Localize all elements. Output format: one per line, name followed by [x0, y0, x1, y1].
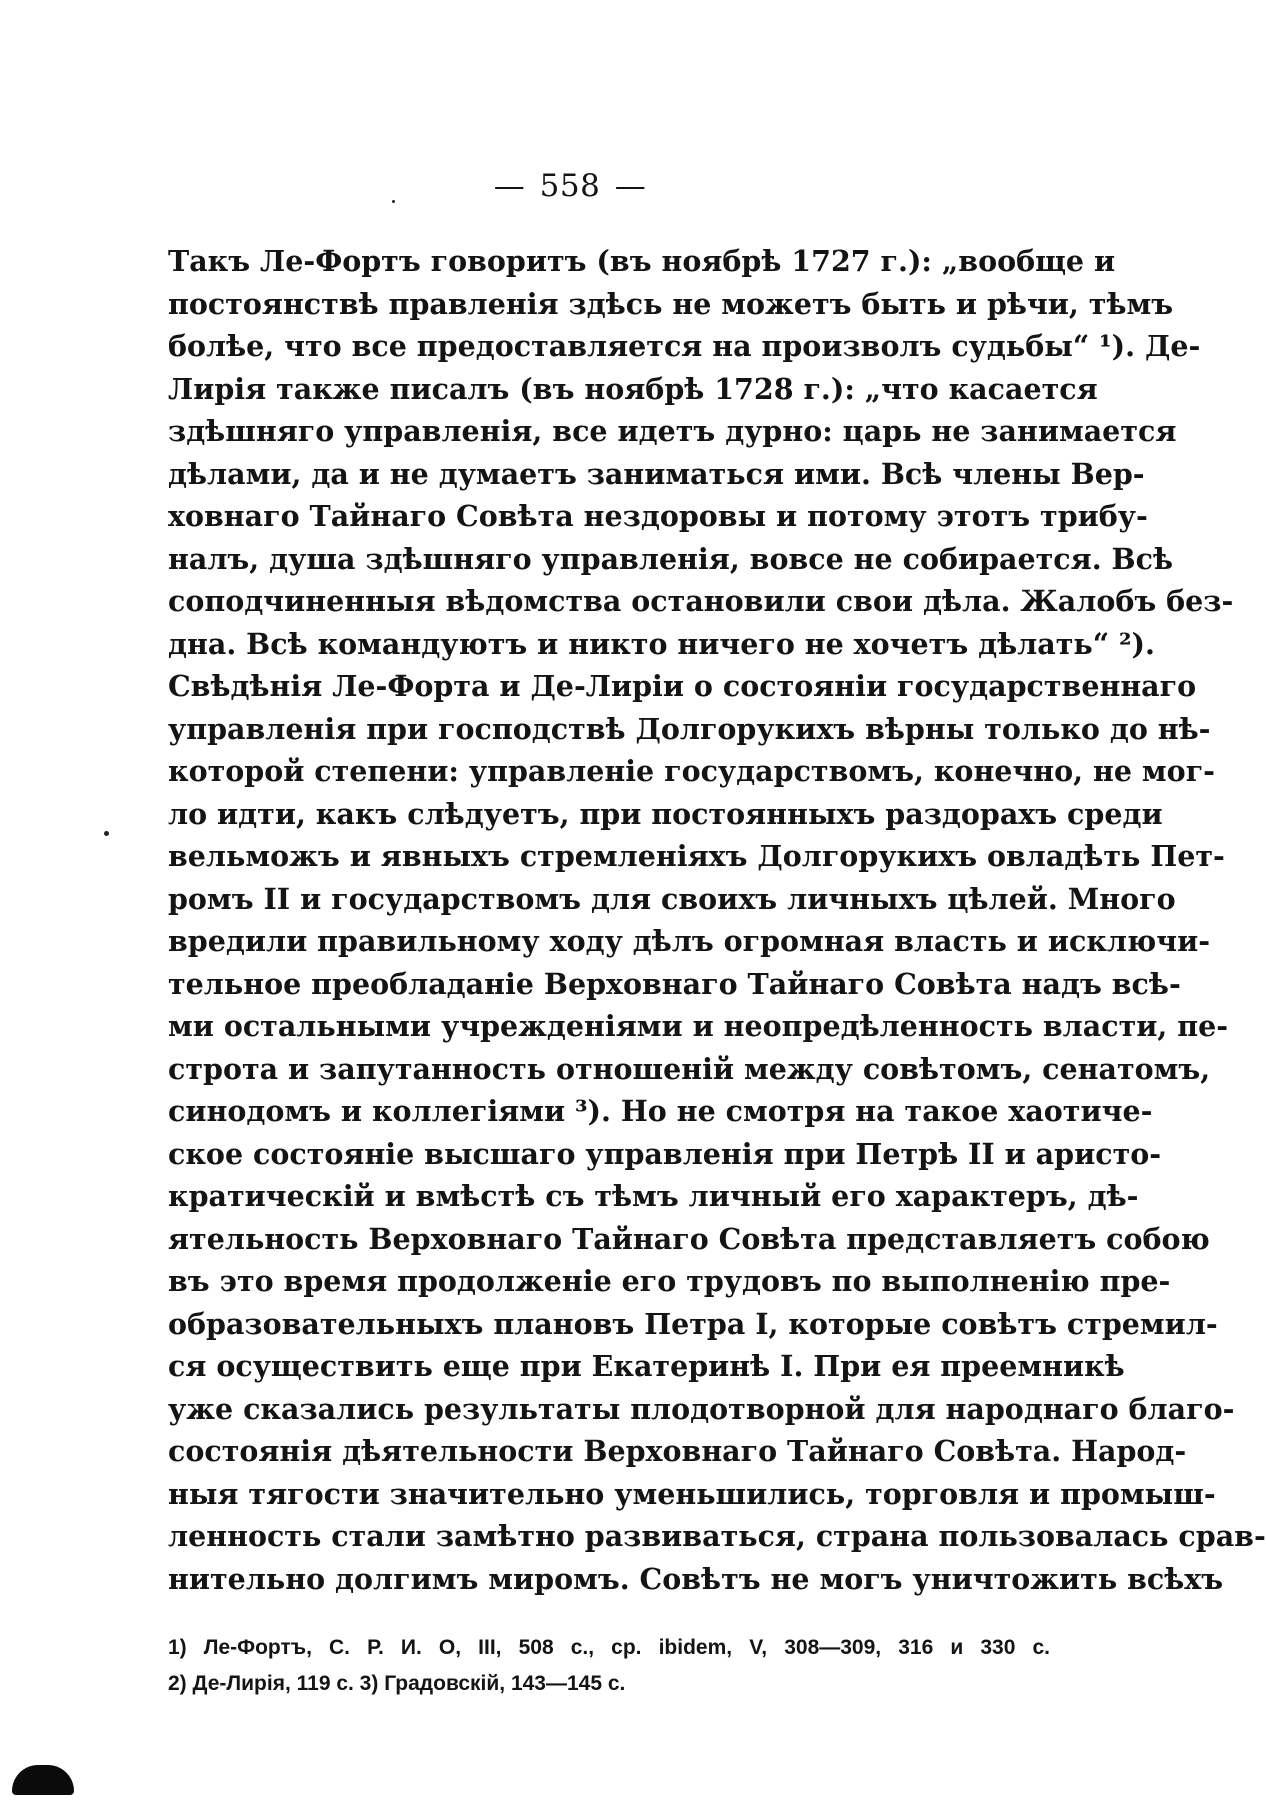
ink-speck — [392, 200, 395, 203]
text-line: Лирія также писалъ (въ ноябрѣ 1728 г.): „что касается — [168, 371, 1098, 406]
text-line: ховнаго Тайнаго Совѣта нездоровы и потому этотъ трибу- — [168, 499, 1148, 533]
text-line: Свѣдѣнія Ле-Форта и Де-Лиріи о состояніи государственнаго — [168, 669, 1197, 703]
text-line: ленность стали замѣтно развиваться, страна пользовалась срав- — [168, 1519, 1266, 1553]
text-line: ятельность Верховнаго Тайнаго Совѣта представляетъ собою — [168, 1221, 1210, 1256]
text-line: болѣе, что все предоставляется на произволъ судьбы“ ¹). Де- — [168, 329, 1201, 363]
text-line: ромъ II и государствомъ для своихъ личныхъ цѣлей. Много — [168, 881, 1176, 916]
text-line: вредили правильному ходу дѣлъ огромная власть и исключи- — [168, 924, 1211, 958]
text-line: ныя тягости значительно уменьшились, торговля и промыш- — [168, 1476, 1216, 1511]
text-line: уже сказались результаты плодотворной для народнаго благо- — [168, 1391, 1235, 1426]
footnote-line: 1) Ле-Фортъ, С. Р. И. О, III, 508 с., ср. ibidem, V, 308—309, 316 и 330 с. — [168, 1636, 1050, 1659]
text-line: вельможъ и явныхъ стремленіяхъ Долгорукихъ овладѣть Пет- — [168, 839, 1225, 873]
text-line: дѣлами, да и не думаетъ заниматься ими. Всѣ члены Вер- — [168, 456, 1145, 491]
text-line: нительно долгимъ миромъ. Совѣтъ не могъ уничтожить всѣхъ — [168, 1561, 1224, 1596]
footnote-line: 2) Де-Лирія, 119 с. 3) Градовскій, 143—145 с. — [168, 1672, 626, 1695]
page-number — [0, 166, 1140, 206]
footnotes — [168, 1630, 1050, 1702]
text-line: здѣшняго управленія, все идетъ дурно: царь не занимается — [168, 414, 1177, 448]
page-number-value: 558 — [539, 168, 601, 204]
text-line: тельное преобладаніе Верховнаго Тайнаго Совѣта надъ всѣ- — [168, 966, 1181, 1001]
text-line: синодомъ и коллегіями ³). Но не смотря на такое хаотиче- — [168, 1094, 1153, 1128]
text-line: въ это время продолженіе его трудовъ по выполненію пре- — [168, 1264, 1171, 1298]
text-line: ми остальными учрежденіями и неопредѣленность власти, пе- — [168, 1009, 1229, 1043]
body-text — [168, 240, 1266, 1600]
text-line: ло идти, какъ слѣдуетъ, при постоянныхъ раздорахъ среди — [168, 796, 1163, 831]
page-number-dash-right: — — [614, 168, 647, 204]
text-line: кратическій и вмѣстѣ съ тѣмъ личный его характеръ, дѣ- — [168, 1179, 1139, 1213]
text-line: ся осуществить еще при Екатеринѣ I. При ея преемникѣ — [168, 1349, 1125, 1383]
text-line: постоянствѣ правленія здѣсь не можетъ быть и рѣчи, тѣмъ — [168, 286, 1174, 321]
text-line: соподчиненныя вѣдомства остановили свои дѣла. Жалобъ без- — [168, 584, 1234, 618]
text-line: образовательныхъ плановъ Петра I, которые совѣтъ стремил- — [168, 1306, 1218, 1341]
page-number-dash-left: — — [493, 168, 526, 204]
text-line: налъ, душа здѣшняго управленія, вовсе не собирается. Всѣ — [168, 541, 1174, 576]
text-line: ское состояніе высшаго управленія при Петрѣ II и аристо- — [168, 1136, 1162, 1171]
text-line: дна. Всѣ командуютъ и никто ничего не хочетъ дѣлать“ ²). — [168, 626, 1155, 661]
text-line: строта и запутанность отношеній между совѣтомъ, сенатомъ, — [168, 1051, 1211, 1086]
ink-speck — [104, 831, 109, 836]
text-line: которой степени: управленіе государствомъ, конечно, не мог- — [168, 754, 1215, 788]
ink-blot — [12, 1765, 74, 1795]
text-line: управленія при господствѣ Долгорукихъ вѣрны только до нѣ- — [168, 711, 1211, 746]
text-line: Такъ Ле-Фортъ говоритъ (въ ноябрѣ 1727 г.): „вообще и — [168, 244, 1116, 278]
text-line: состоянія дѣятельности Верховнаго Тайнаго Совѣта. Народ- — [168, 1434, 1187, 1468]
